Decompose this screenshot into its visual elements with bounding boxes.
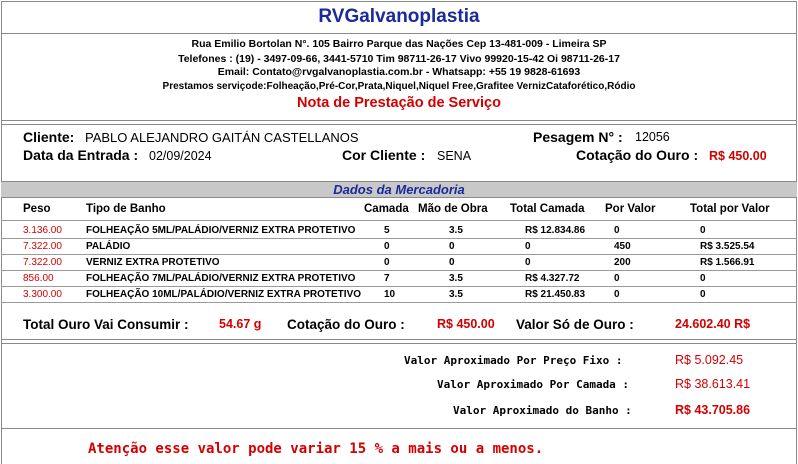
cell-tipo: FOLHEAÇÃO 5ML/PALÁDIO/VERNIZ EXTRA PROTETIVO (86, 225, 356, 236)
approx-camada-label: Valor Aproximado Por Camada : (437, 378, 630, 391)
cell-mao: 0 (449, 257, 455, 268)
total-ouro-label: Total Ouro Vai Consumir : (23, 317, 189, 332)
cell-total-camada: 0 (525, 241, 531, 252)
cell-total-valor: 0 (700, 225, 706, 236)
cell-por-valor: 0 (614, 289, 620, 300)
cell-camada: 10 (384, 289, 396, 300)
col-header-total-valor: Total por Valor (690, 203, 770, 215)
company-phones: Telefones : (19) - 3497-09-66, 3441-5710 Tim 98711-26-17 Vivo 99920-15-42 Oi 98711-26-17 (178, 53, 620, 65)
table-row (1, 287, 797, 303)
approx-banho-value: R$ 43.705.86 (675, 403, 751, 417)
approx-camada-value: R$ 38.613.41 (675, 377, 751, 391)
cell-tipo: PALÁDIO (86, 241, 131, 252)
col-header-total-camada: Total Camada (510, 203, 585, 215)
cell-por-valor: 200 (614, 257, 631, 268)
table-divider (1, 220, 797, 221)
row-divider (1, 302, 797, 303)
divider (1, 33, 797, 34)
table-row (1, 223, 797, 239)
table-row (1, 255, 797, 271)
cell-peso: 7.322.00 (23, 241, 62, 252)
cell-tipo: FOLHEAÇÃO 7ML/PALÁDIO/VERNIZ EXTRA PROTETIVO (86, 273, 356, 284)
divider (1, 343, 797, 344)
pesagem-value: 12056 (635, 130, 670, 144)
company-services: Prestamos serviçode:Folheação,Pré-Cor,Prata,Niquel,Niquel Free,Grafitee VernizCataforético,Ródio (162, 81, 636, 92)
approx-fixo-value: R$ 5.092.45 (675, 353, 744, 367)
cliente-label: Cliente: (23, 129, 75, 145)
cell-mao: 3.5 (449, 289, 463, 300)
approx-banho-label: Valor Aproximado do Banho : (453, 404, 632, 417)
cell-por-valor: 0 (614, 225, 620, 236)
cell-camada: 5 (384, 225, 390, 236)
valor-ouro-label: Valor Só de Ouro : (516, 317, 634, 332)
cotacao-value: R$ 450.00 (709, 149, 767, 163)
company-name: RVGalvanoplastia (318, 6, 480, 27)
divider (1, 124, 797, 125)
cell-por-valor: 0 (614, 273, 620, 284)
cell-mao: 3.5 (449, 273, 463, 284)
cell-tipo: VERNIZ EXTRA PROTETIVO (86, 257, 220, 268)
cell-total-valor: R$ 3.525.54 (700, 241, 755, 252)
warning-text: Atenção esse valor pode variar 15 % a mais ou a menos. (88, 441, 544, 457)
cell-mao: 0 (449, 241, 455, 252)
table-row (1, 239, 797, 255)
entrada-label: Data da Entrada : (23, 147, 139, 163)
entrada-value: 02/09/2024 (149, 149, 212, 163)
totals-cotacao-value: R$ 450.00 (437, 317, 495, 331)
document-title: Nota de Prestação de Serviço (297, 95, 501, 111)
cell-total-camada: R$ 21.450.83 (525, 289, 586, 300)
cell-camada: 7 (384, 273, 390, 284)
valor-ouro-value: 24.602.40 R$ (675, 317, 751, 331)
cell-peso: 3.300.00 (23, 289, 62, 300)
cell-total-camada: R$ 12.834.86 (525, 225, 586, 236)
company-address: Rua Emilio Bortolan N°. 105 Bairro Parque das Nações Cep 13-481-009 - Limeira SP (191, 38, 607, 50)
company-contact: Email: Contato@rvgalvanoplastia.com.br - Whatsapp: +55 19 9828-61693 (217, 66, 581, 78)
divider (1, 339, 797, 340)
cell-peso: 3.136.00 (23, 225, 62, 236)
cor-cliente-value: SENA (437, 149, 472, 163)
cell-peso: 7.322.00 (23, 257, 62, 268)
totals-cotacao-label: Cotação do Ouro : (287, 317, 405, 332)
table-row (1, 271, 797, 287)
col-header-mao-obra: Mão de Obra (418, 203, 488, 215)
total-ouro-value: 54.67 g (219, 317, 262, 331)
col-header-peso: Peso (23, 203, 51, 215)
cell-tipo: FOLHEAÇÃO 10ML/PALÁDIO/VERNIZ EXTRA PROTETIVO (86, 289, 362, 300)
cell-total-valor: 0 (700, 273, 706, 284)
cell-mao: 3.5 (449, 225, 463, 236)
col-header-tipo: Tipo de Banho (86, 203, 166, 215)
cell-camada: 0 (384, 257, 390, 268)
cell-camada: 0 (384, 241, 390, 252)
cliente-value: PABLO ALEJANDRO GAITÁN CASTELLANOS (85, 130, 359, 145)
cell-por-valor: 450 (614, 241, 631, 252)
divider (1, 120, 797, 121)
cell-peso: 856.00 (23, 273, 54, 284)
cell-total-camada: R$ 4.327.72 (525, 273, 580, 284)
approx-fixo-label: Valor Aproximado Por Preço Fixo : (404, 354, 623, 367)
cor-cliente-label: Cor Cliente : (342, 147, 426, 163)
cell-total-valor: R$ 1.566.91 (700, 257, 755, 268)
pesagem-label: Pesagem N° : (533, 129, 623, 145)
col-header-por-valor: Por Valor (605, 203, 656, 215)
col-header-camada: Camada (364, 203, 409, 215)
section-title-mercadoria: Dados da Mercadoria (1, 181, 797, 198)
cell-total-valor: 0 (700, 289, 706, 300)
cotacao-label: Cotação do Ouro : (576, 147, 699, 163)
divider (1, 428, 797, 429)
cell-total-camada: 0 (525, 257, 531, 268)
